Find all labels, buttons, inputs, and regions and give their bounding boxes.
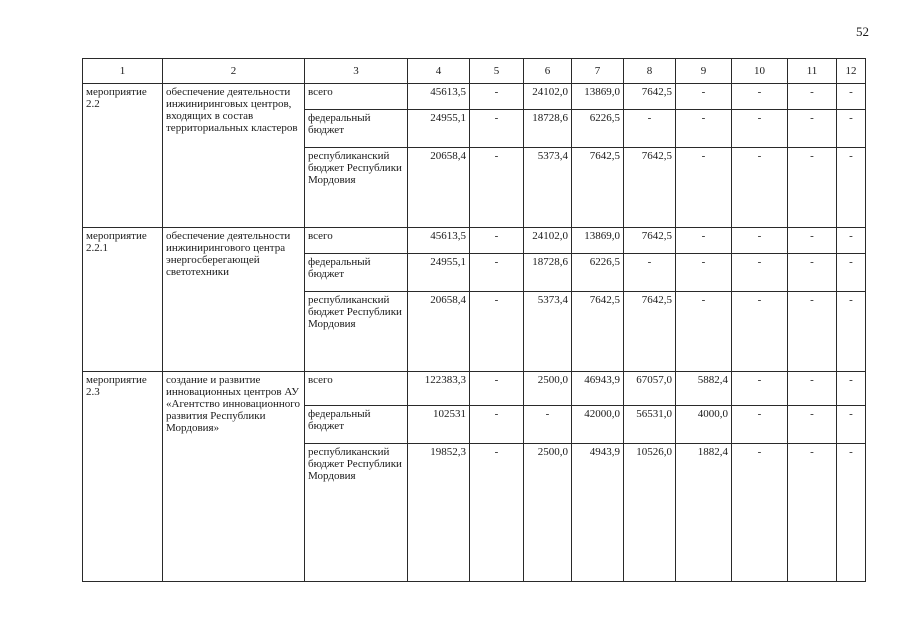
value-cell: 4000,0 xyxy=(676,406,732,444)
value-cell: - xyxy=(732,372,788,406)
funding-source-cell: всего xyxy=(305,228,408,254)
value-cell: - xyxy=(676,228,732,254)
page-number: 52 xyxy=(856,24,869,39)
value-cell: - xyxy=(732,84,788,110)
description-cell: обеспечение деятельности инжинирингового центра энергосберегающей светотехники xyxy=(163,228,305,372)
value-cell: - xyxy=(732,444,788,582)
value-cell: - xyxy=(788,254,837,292)
value-cell: 13869,0 xyxy=(572,84,624,110)
value-cell: - xyxy=(676,84,732,110)
value-cell: 18728,6 xyxy=(524,110,572,148)
value-cell: - xyxy=(732,292,788,372)
value-cell: - xyxy=(732,254,788,292)
value-cell: 5373,4 xyxy=(524,292,572,372)
value-cell: 4943,9 xyxy=(572,444,624,582)
measure-cell: мероприятие 2.2 xyxy=(83,84,163,228)
value-cell: - xyxy=(470,148,524,228)
value-cell: - xyxy=(624,110,676,148)
table-row xyxy=(83,228,866,254)
table-row xyxy=(83,84,866,110)
value-cell: - xyxy=(676,148,732,228)
funding-source-cell: всего xyxy=(305,84,408,110)
value-cell: - xyxy=(788,148,837,228)
value-cell: - xyxy=(732,110,788,148)
header-row xyxy=(83,59,866,84)
column-header: 10 xyxy=(732,59,788,84)
value-cell: - xyxy=(732,406,788,444)
value-cell: - xyxy=(837,292,866,372)
column-header: 4 xyxy=(408,59,470,84)
value-cell: - xyxy=(470,292,524,372)
column-header: 2 xyxy=(163,59,305,84)
value-cell: 7642,5 xyxy=(624,292,676,372)
value-cell: 1882,4 xyxy=(676,444,732,582)
funding-source-cell: республиканский бюджет Республики Мордовия xyxy=(305,292,408,372)
value-cell: - xyxy=(470,228,524,254)
value-cell: 5882,4 xyxy=(676,372,732,406)
column-header: 8 xyxy=(624,59,676,84)
value-cell: - xyxy=(732,148,788,228)
table-row xyxy=(83,372,866,406)
value-cell: - xyxy=(837,110,866,148)
value-cell: 7642,5 xyxy=(624,148,676,228)
column-header: 1 xyxy=(83,59,163,84)
value-cell: - xyxy=(676,110,732,148)
value-cell: 56531,0 xyxy=(624,406,676,444)
value-cell: - xyxy=(837,228,866,254)
value-cell: 45613,5 xyxy=(408,228,470,254)
column-header: 7 xyxy=(572,59,624,84)
value-cell: 7642,5 xyxy=(624,228,676,254)
value-cell: 6226,5 xyxy=(572,254,624,292)
value-cell: - xyxy=(837,444,866,582)
measure-cell: мероприятие 2.2.1 xyxy=(83,228,163,372)
column-header: 3 xyxy=(305,59,408,84)
funding-source-cell: республиканский бюджет Республики Мордовия xyxy=(305,148,408,228)
measure-cell: мероприятие 2.3 xyxy=(83,372,163,582)
budget-table xyxy=(82,58,866,582)
value-cell: - xyxy=(837,148,866,228)
value-cell: 24102,0 xyxy=(524,84,572,110)
value-cell: - xyxy=(470,444,524,582)
value-cell: 42000,0 xyxy=(572,406,624,444)
value-cell: 18728,6 xyxy=(524,254,572,292)
value-cell: - xyxy=(788,110,837,148)
value-cell: 6226,5 xyxy=(572,110,624,148)
value-cell: - xyxy=(788,372,837,406)
funding-source-cell: всего xyxy=(305,372,408,406)
value-cell: - xyxy=(732,228,788,254)
value-cell: 122383,3 xyxy=(408,372,470,406)
value-cell: - xyxy=(524,406,572,444)
value-cell: - xyxy=(676,254,732,292)
value-cell: - xyxy=(788,228,837,254)
column-header: 6 xyxy=(524,59,572,84)
value-cell: 2500,0 xyxy=(524,372,572,406)
value-cell: - xyxy=(837,254,866,292)
value-cell: 7642,5 xyxy=(572,148,624,228)
value-cell: - xyxy=(470,406,524,444)
value-cell: - xyxy=(470,110,524,148)
value-cell: - xyxy=(788,444,837,582)
value-cell: 45613,5 xyxy=(408,84,470,110)
column-header: 11 xyxy=(788,59,837,84)
value-cell: 24955,1 xyxy=(408,254,470,292)
value-cell: 20658,4 xyxy=(408,292,470,372)
value-cell: - xyxy=(676,292,732,372)
value-cell: 2500,0 xyxy=(524,444,572,582)
value-cell: - xyxy=(624,254,676,292)
value-cell: 13869,0 xyxy=(572,228,624,254)
column-header: 9 xyxy=(676,59,732,84)
value-cell: - xyxy=(470,372,524,406)
value-cell: 5373,4 xyxy=(524,148,572,228)
funding-source-cell: федеральный бюджет xyxy=(305,254,408,292)
description-cell: обеспечение деятельности инжиниринговых центров, входящих в состав территориальных кластеров xyxy=(163,84,305,228)
funding-source-cell: федеральный бюджет xyxy=(305,110,408,148)
funding-source-cell: федеральный бюджет xyxy=(305,406,408,444)
value-cell: 20658,4 xyxy=(408,148,470,228)
value-cell: - xyxy=(788,84,837,110)
funding-source-cell: республиканский бюджет Республики Мордовия xyxy=(305,444,408,582)
value-cell: - xyxy=(837,372,866,406)
value-cell: 24102,0 xyxy=(524,228,572,254)
column-header: 12 xyxy=(837,59,866,84)
value-cell: 102531 xyxy=(408,406,470,444)
value-cell: 24955,1 xyxy=(408,110,470,148)
value-cell: 46943,9 xyxy=(572,372,624,406)
column-header: 5 xyxy=(470,59,524,84)
value-cell: - xyxy=(788,292,837,372)
value-cell: 67057,0 xyxy=(624,372,676,406)
value-cell: - xyxy=(470,254,524,292)
description-cell: создание и развитие инновационных центров АУ «Агентство инновационного развития Республики Мордовия» xyxy=(163,372,305,582)
value-cell: 19852,3 xyxy=(408,444,470,582)
value-cell: - xyxy=(470,84,524,110)
value-cell: - xyxy=(837,84,866,110)
value-cell: - xyxy=(788,406,837,444)
value-cell: 7642,5 xyxy=(572,292,624,372)
value-cell: 10526,0 xyxy=(624,444,676,582)
value-cell: 7642,5 xyxy=(624,84,676,110)
value-cell: - xyxy=(837,406,866,444)
